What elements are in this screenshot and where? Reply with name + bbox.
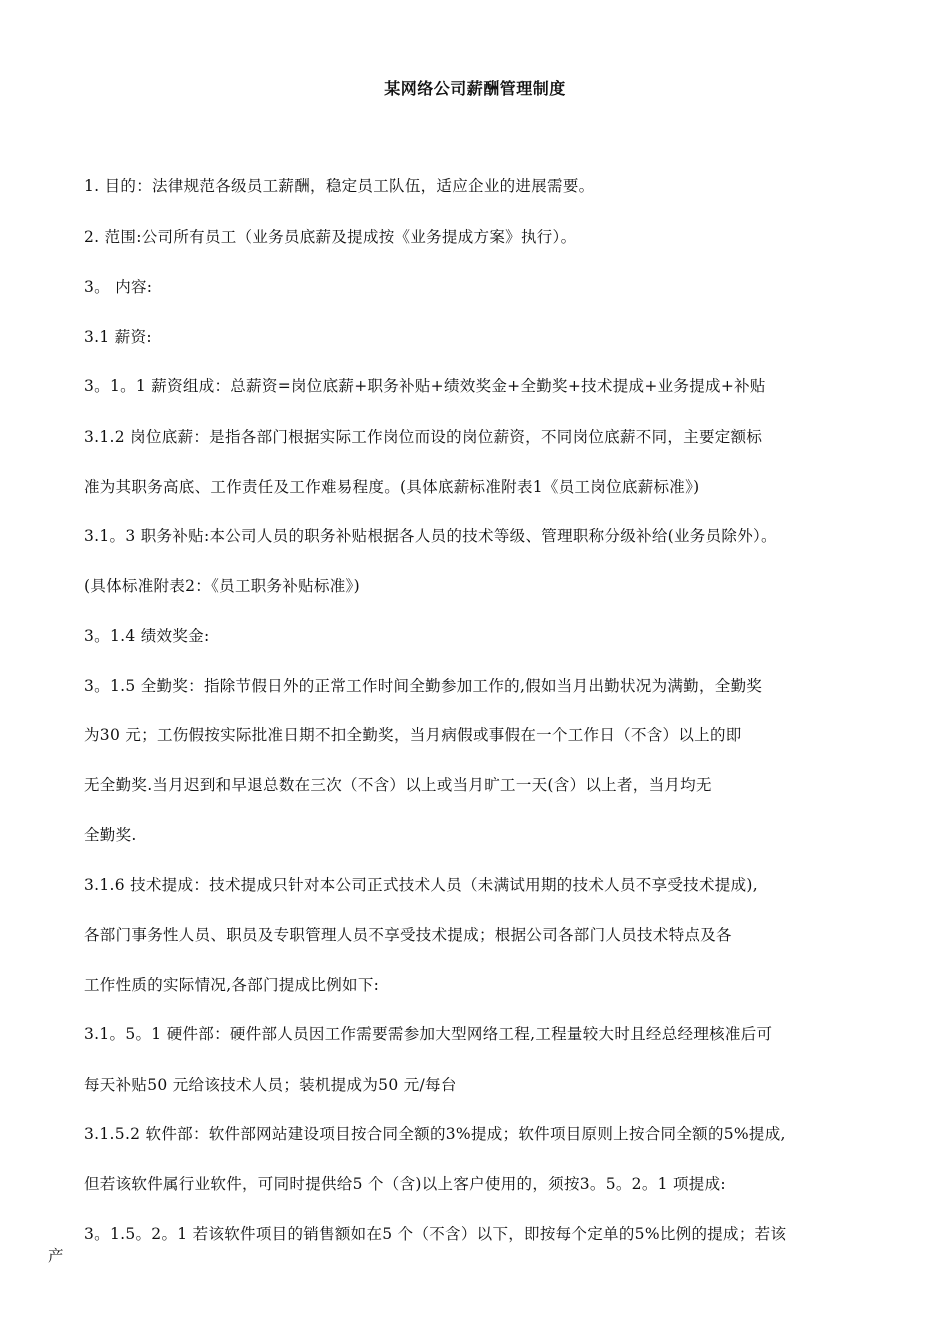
paragraph-line-attendance-bonus-cont1: 为30 元；工伤假按实际批准日期不扣全勤奖，当月病假或事假在一个工作日（不含）以上的即: [84, 726, 742, 744]
paragraph-line-tech-commission-cont2: 工作性质的实际情况,各部门提成比例如下:: [84, 976, 380, 994]
paragraph-line-position-allowance-cont: (具体标准附表2：《员工职务补贴标准》): [84, 577, 360, 595]
paragraph-line-content-heading: 3。 内容:: [84, 278, 153, 296]
paragraph-line-scope: 2. 范围:公司所有员工（业务员底薪及提成按《业务提成方案》执行）。: [84, 228, 577, 246]
document-title: 某网络公司薪酬管理制度: [384, 79, 566, 98]
paragraph-line-hardware-dept-cont: 每天补贴50 元给该技术人员；装机提成为50 元/每台: [84, 1076, 457, 1094]
paragraph-line-purpose: 1. 目的：法律规范各级员工薪酬，稳定员工队伍，适应企业的进展需要。: [84, 177, 595, 195]
paragraph-line-attendance-bonus-cont3: 全勤奖.: [84, 826, 137, 844]
paragraph-line-attendance-bonus: 3。1.5 全勤奖：指除节假日外的正常工作时间全勤参加工作的,假如当月出勤状况为满勤，全勤奖: [84, 677, 763, 695]
paragraph-line-software-sales: 3。1.5。2。1 若该软件项目的销售额如在5 个（不含）以下，即按每个定单的5%比例的提成；若该: [84, 1225, 787, 1243]
paragraph-line-software-dept-cont: 但若该软件属行业软件，可同时提供给5 个（含)以上客户使用的，须按3。5。2。1 项提成:: [84, 1175, 726, 1193]
paragraph-line-base-salary-cont: 准为其职务高底、工作责任及工作难易程度。(具体底薪标准附表1《员工岗位底薪标准》): [84, 478, 700, 496]
paragraph-line-base-salary: 3.1.2 岗位底薪：是指各部门根据实际工作岗位而设的岗位薪资，不同岗位底薪不同，主要定额标: [84, 428, 763, 446]
paragraph-line-position-allowance: 3.1。3 职务补贴:本公司人员的职务补贴根据各人员的技术等级、管理职称分级补给(业务员除外）。: [84, 527, 777, 545]
paragraph-line-performance-bonus: 3。1.4 绩效奖金:: [84, 627, 210, 645]
paragraph-line-attendance-bonus-cont2: 无全勤奖.当月迟到和早退总数在三次（不含）以上或当月旷工一天(含）以上者，当月均无: [84, 776, 712, 794]
paragraph-line-tech-commission-cont1: 各部门事务性人员、职员及专职管理人员不享受技术提成；根据公司各部门人员技术特点及各: [84, 926, 732, 944]
paragraph-line-software-sales-cont: 产: [48, 1247, 64, 1265]
paragraph-line-tech-commission: 3.1.6 技术提成：技术提成只针对本公司正式技术人员（未满试用期的技术人员不享受技术提成),: [84, 876, 758, 894]
paragraph-line-salary-heading: 3.1 薪资:: [84, 328, 152, 346]
paragraph-line-hardware-dept: 3.1。5。1 硬件部：硬件部人员因工作需要需参加大型网络工程,工程量较大时且经总经理核准后可: [84, 1025, 773, 1043]
paragraph-line-salary-composition: 3。1。1 薪资组成：总薪资=岗位底薪+职务补贴+绩效奖金+全勤奖+技术提成+业务提成+补贴: [84, 377, 766, 395]
paragraph-line-software-dept: 3.1.5.2 软件部：软件部网站建设项目按合同全额的3%提成；软件项目原则上按合同全额的5%提成,: [84, 1125, 786, 1143]
